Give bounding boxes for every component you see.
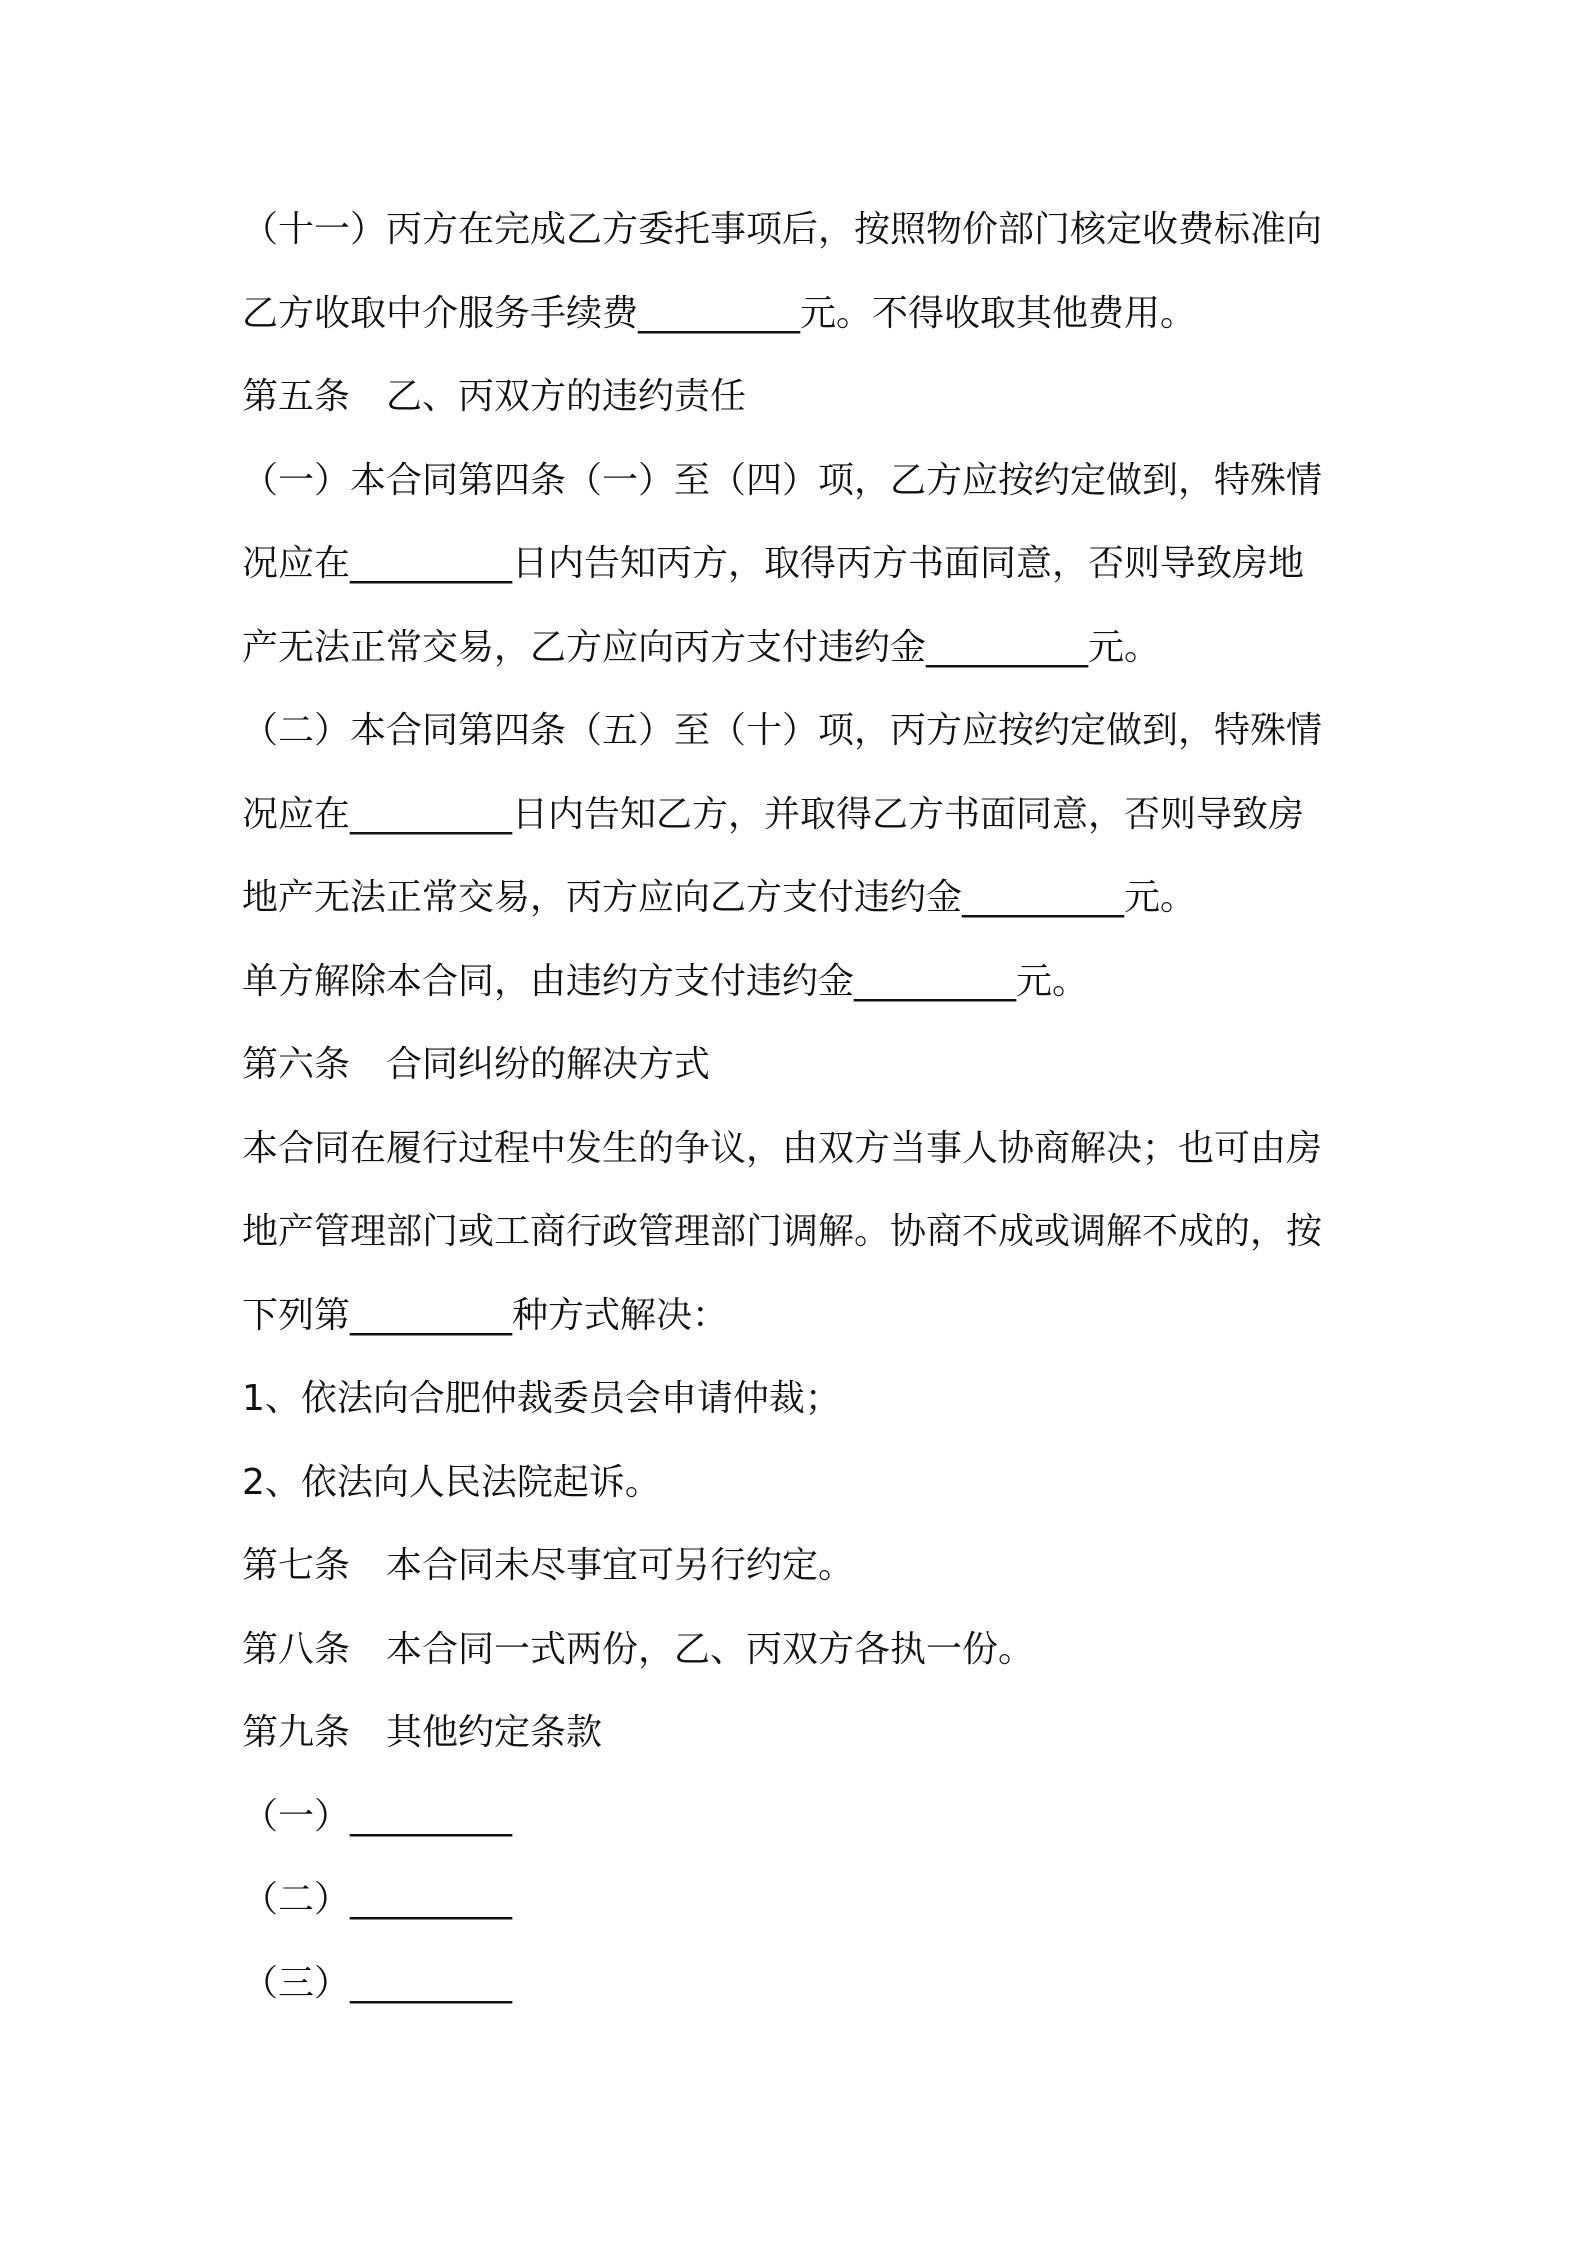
article-6-heading: 第六条 合同纠纷的解决方式 — [242, 1044, 711, 1085]
article-6-body-line-2: 地产管理部门或工商行政管理部门调解。协商不成或调解不成的，按 — [242, 1211, 1323, 1252]
article-9-heading: 第九条 其他约定条款 — [242, 1712, 603, 1753]
article-8: 第八条 本合同一式两份，乙、丙双方各执一份。 — [242, 1629, 1035, 1670]
article-5-item-1-line-3: 产无法正常交易，乙方应向丙方支付违约金_________元。 — [242, 627, 1161, 668]
article-9-item-1: （一）_________ — [242, 1796, 513, 1837]
article-5-item-1-line-2: 况应在_________日内告知丙方，取得丙方书面同意，否则导致房地 — [242, 543, 1305, 584]
clause-4-item-11-line-1: （十一）丙方在完成乙方委托事项后，按照物价部门核定收费标准向 — [242, 209, 1323, 250]
article-6-option-1: 1、依法向合肥仲裁委员会申请仲裁； — [242, 1378, 841, 1419]
article-9-item-3: （三）_________ — [242, 1963, 513, 2004]
article-5-item-2-line-2: 况应在_________日内告知乙方，并取得乙方书面同意，否则导致房 — [242, 794, 1305, 835]
article-5-termination: 单方解除本合同，由违约方支付违约金_________元。 — [242, 961, 1089, 1002]
article-6-body-line-3: 下列第_________种方式解决： — [242, 1295, 729, 1336]
article-9-item-2: （二）_________ — [242, 1879, 513, 1920]
article-6-option-2: 2、依法向人民法院起诉。 — [242, 1462, 661, 1503]
clause-4-item-11-line-2: 乙方收取中介服务手续费_________元。不得收取其他费用。 — [242, 293, 1197, 334]
article-5-heading: 第五条 乙、丙双方的违约责任 — [242, 376, 747, 417]
article-5-item-1-line-1: （一）本合同第四条（一）至（四）项，乙方应按约定做到，特殊情 — [242, 460, 1323, 501]
article-6-body-line-1: 本合同在履行过程中发生的争议，由双方当事人协商解决；也可由房 — [242, 1128, 1323, 1169]
article-7: 第七条 本合同未尽事宜可另行约定。 — [242, 1545, 855, 1586]
article-5-item-2-line-1: （二）本合同第四条（五）至（十）项，丙方应按约定做到，特殊情 — [242, 710, 1323, 751]
article-5-item-2-line-3: 地产无法正常交易，丙方应向乙方支付违约金_________元。 — [242, 877, 1197, 918]
